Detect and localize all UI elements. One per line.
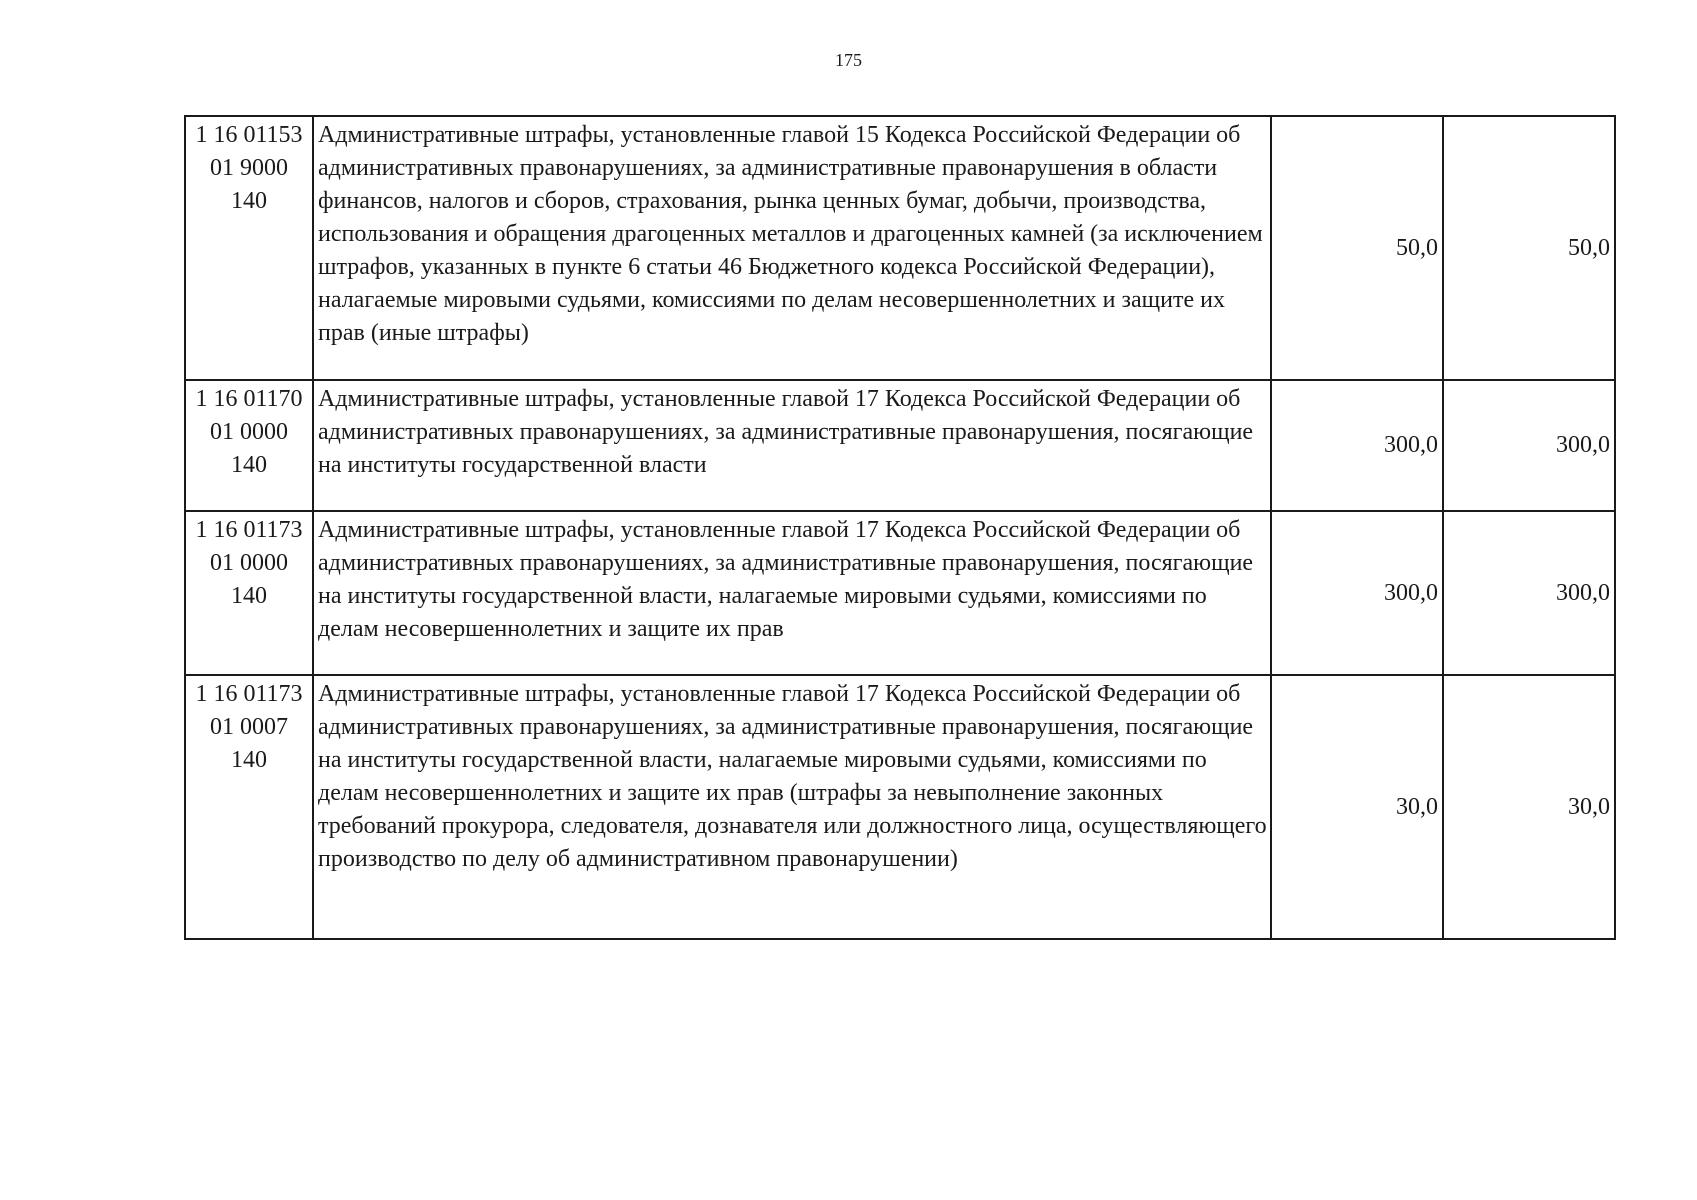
amount-column-2: 300,0 xyxy=(1443,511,1615,675)
revenue-description: Административные штрафы, установленные главой 17 Кодекса Российской Федерации об административных правонарушениях, за административные правонарушения, посягающие на институты государственной власти, налагаемые мировыми судьями, комиссиями по делам несовершеннолетних и защите их прав xyxy=(313,511,1271,675)
revenue-description: Административные штрафы, установленные главой 15 Кодекса Российской Федерации об административных правонарушениях, за административные правонарушения в области финансов, налогов и сборов, страхования, рынка ценных бумаг, добычи, производства, использования и обращения драгоценных металлов и драгоценных камней (за исключением штрафов, указанных в пункте 6 статьи 46 Бюджетного кодекса Российской Федерации), налагаемые мировыми судьями, комиссиями по делам несовершеннолетних и защите их прав (иные штрафы) xyxy=(313,116,1271,380)
table-row xyxy=(185,116,1615,380)
revenue-description: Административные штрафы, установленные главой 17 Кодекса Российской Федерации об административных правонарушениях, за административные правонарушения, посягающие на институты государственной власти xyxy=(313,380,1271,511)
amount-column-2: 50,0 xyxy=(1443,116,1615,380)
revenue-code: 1 16 01173 01 0000 140 xyxy=(185,511,313,675)
amount-column-2: 300,0 xyxy=(1443,380,1615,511)
amount-column-2: 30,0 xyxy=(1443,675,1615,939)
budget-revenue-table xyxy=(184,115,1616,940)
revenue-code: 1 16 01173 01 0007 140 xyxy=(185,675,313,939)
table-row xyxy=(185,511,1615,675)
revenue-code: 1 16 01170 01 0000 140 xyxy=(185,380,313,511)
table-row xyxy=(185,380,1615,511)
amount-column-1: 300,0 xyxy=(1271,511,1443,675)
revenue-code: 1 16 01153 01 9000 140 xyxy=(185,116,313,380)
table-row xyxy=(185,675,1615,939)
revenue-description: Административные штрафы, установленные главой 17 Кодекса Российской Федерации об административных правонарушениях, за административные правонарушения, посягающие на институты государственной власти, налагаемые мировыми судьями, комиссиями по делам несовершеннолетних и защите их прав (штрафы за невыполнение законных требований прокурора, следователя, дознавателя или должностного лица, осуществляющего производство по делу об административном правонарушении) xyxy=(313,675,1271,939)
amount-column-1: 30,0 xyxy=(1271,675,1443,939)
amount-column-1: 50,0 xyxy=(1271,116,1443,380)
amount-column-1: 300,0 xyxy=(1271,380,1443,511)
page-number: 175 xyxy=(835,50,862,70)
